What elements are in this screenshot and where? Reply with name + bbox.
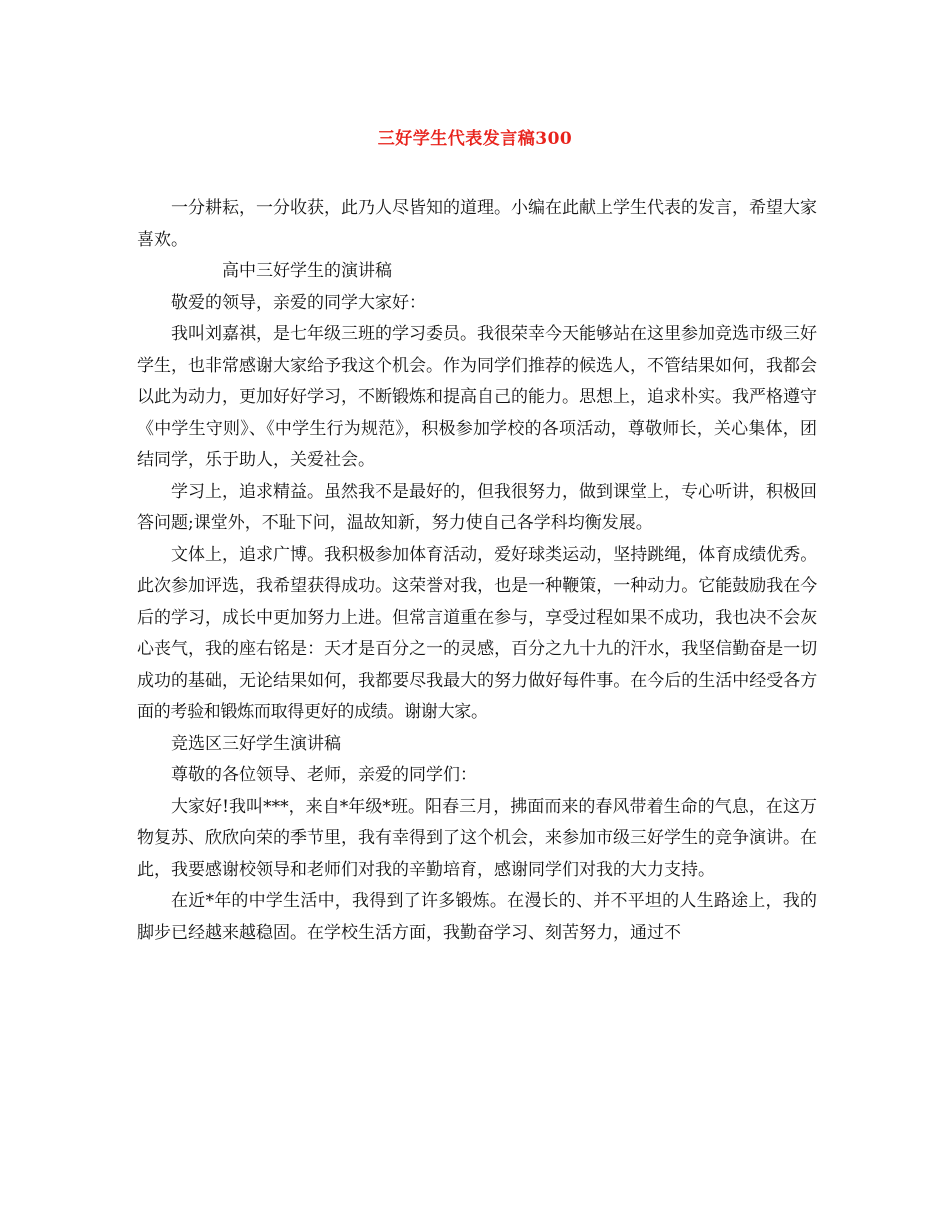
paragraph-school-life: 在近*年的中学生活中，我得到了许多锻炼。在漫长的、并不平坦的人生路途上，我的脚步已经越来越稳固。在学校生活方面，我勤奋学习、刻苦努力，通过不 [137, 891, 817, 943]
paragraph-greeting-1: 敬爱的领导，亲爱的同学大家好： [171, 292, 426, 313]
paragraph-self-intro: 我叫刘嘉祺，是七年级三班的学习委员。我很荣幸今天能够站在这里参加竞选市级三好学生，也非常感谢大家给予我这个机会。作为同学们推荐的候选人，不管结果如何，我都会以此为动力，更加好好学习，不断锻炼和提高自己的能力。思想上，追求朴实。我严格遵守《中学生守则》、《中学生行为规范》，积极参加学校的各项活动，尊敬师长，关心集体，团结同学，乐于助人，关爱社会。 [137, 324, 817, 470]
paragraph-intro: 一分耕耘，一分收获，此乃人尽皆知的道理。小编在此献上学生代表的发言，希望大家喜欢。 [137, 198, 817, 250]
paragraph-spring: 大家好!我叫***，来自*年级*班。阳春三月，拂面而来的春风带着生命的气息，在这万物复苏、欣欣向荣的季节里，我有幸得到了这个机会，来参加市级三好学生的竞争演讲。在此，我要感谢校领导和老师们对我的辛勤培育，感谢同学们对我的大力支持。 [137, 796, 817, 880]
section-heading-district: 竞选区三好学生演讲稿 [171, 733, 341, 754]
section-heading-high-school: 高中三好学生的演讲稿 [222, 261, 392, 281]
paragraph-study: 学习上，追求精益。虽然我不是最好的，但我很努力，做到课堂上，专心听讲，积极回答问题;课堂外，不耻下问，温故知新，努力使自己各学科均衡发展。 [137, 481, 817, 533]
document-title: 三好学生代表发言稿300 [377, 129, 573, 149]
document-body [137, 193, 817, 949]
paragraph-greeting-2: 尊敬的各位领导、老师，亲爱的同学们： [171, 765, 477, 785]
paragraph-sports: 文体上，追求广博。我积极参加体育活动，爱好球类运动，坚持跳绳，体育成绩优秀。此次参加评选，我希望获得成功。这荣誉对我，也是一种鞭策，一种动力。它能鼓励我在今后的学习，成长中更加努力上进。但常言道重在参与，享受过程如果不成功，我也决不会灰心丧气，我的座右铭是：天才是百分之一的灵感，百分之九十九的汗水，我坚信勤奋是一切成功的基础，无论结果如何，我都要尽我最大的努力做好每件事。在今后的生活中经受各方面的考验和锻炼而取得更好的成绩。谢谢大家。 [137, 544, 817, 722]
